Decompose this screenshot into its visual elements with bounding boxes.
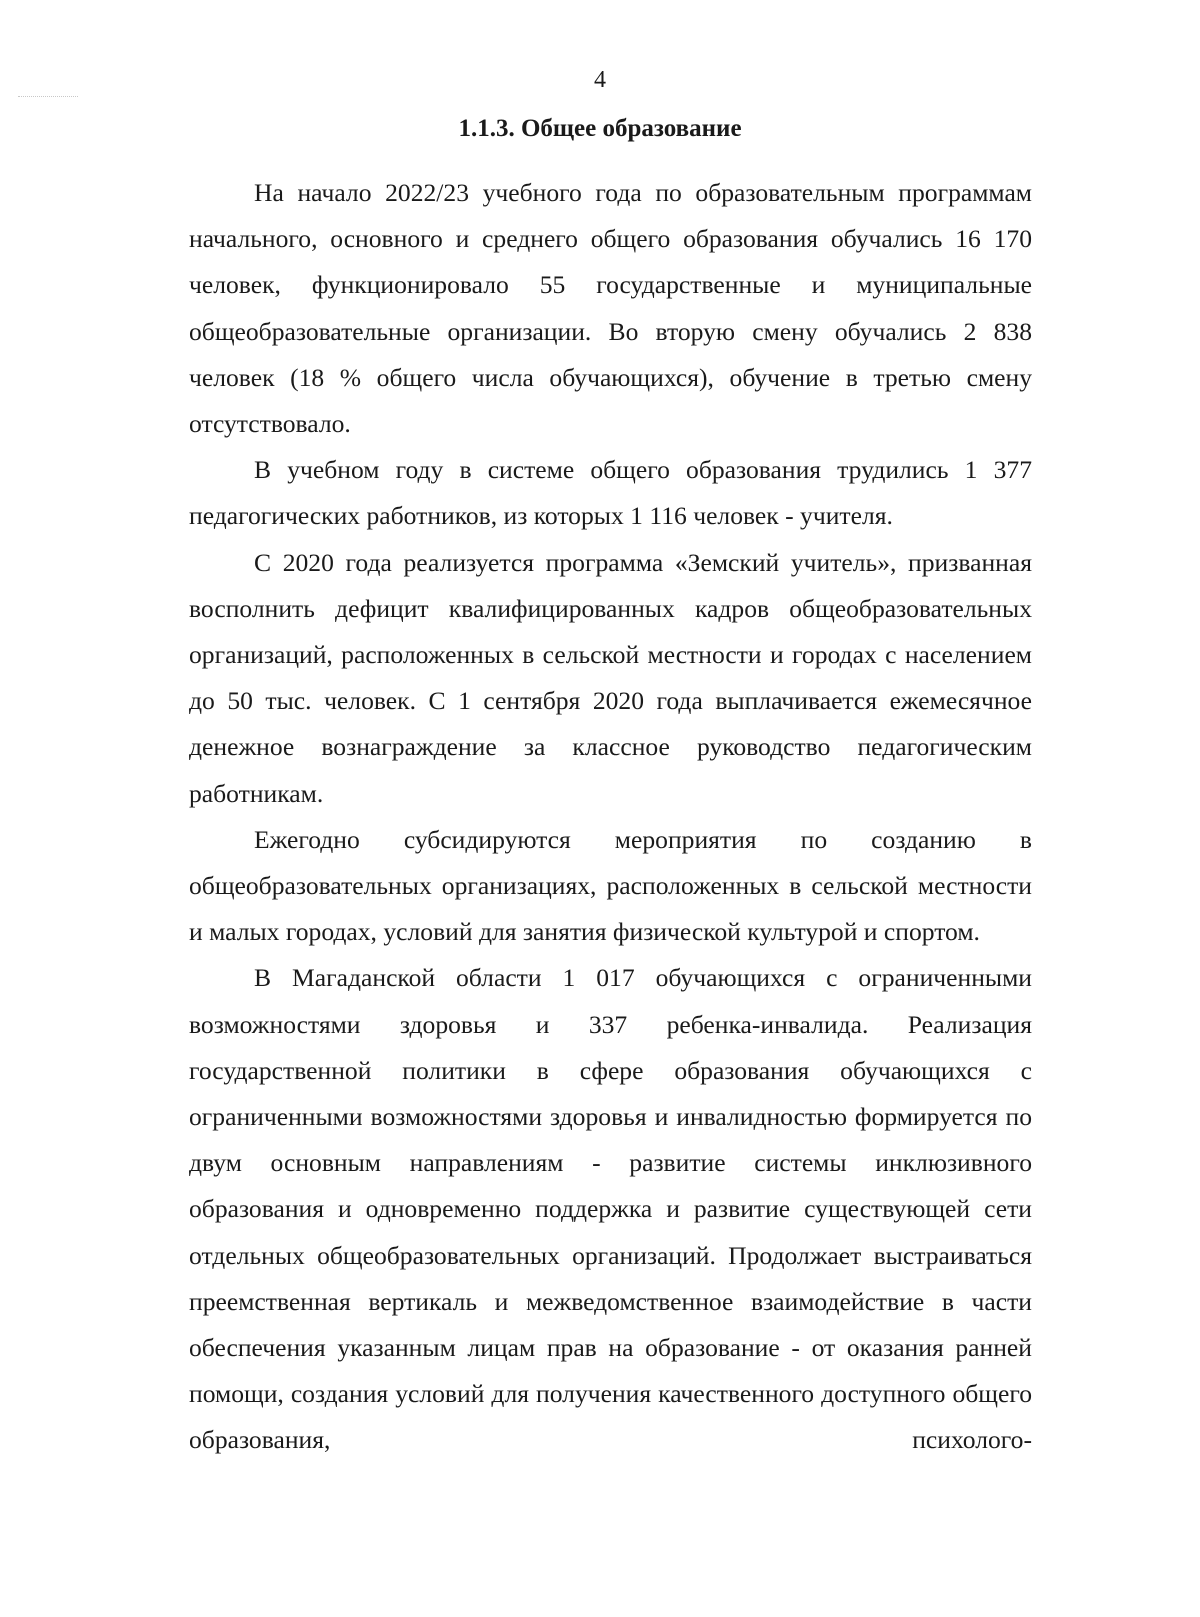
section-heading: 1.1.3. Общее образование <box>458 115 742 142</box>
body-text <box>189 170 1032 1464</box>
paragraph-teachers: В учебном году в системе общего образования трудились 1 377 педагогических работников, из которых 1 116 человек - учителя. <box>189 455 1032 531</box>
page-number: 4 <box>594 67 606 93</box>
paragraph-subsidies: Ежегодно субсидируются мероприятия по созданию в общеобразовательных организациях, расположенных в сельской местности и малых городах, условий для занятия физической культурой и спортом. <box>189 824 1032 947</box>
paragraph-zemsky-teacher: С 2020 года реализуется программа «Земский учитель», призванная восполнить дефицит квалифицированных кадров общеобразовательных организаций, расположенных в сельской местности и городах с населением до 50 тыс. человек. С 1 сентября 2020 года выплачивается ежемесячное денежное вознаграждение за классное руководство педагогическим работникам. <box>189 547 1032 808</box>
paragraph-enrollment: На начало 2022/23 учебного года по образовательным программам начального, основного и среднего общего образования обучались 16 170 человек, функционировало 55 государственные и муниципальные общеобразовательные организации. Во вторую смену обучались 2 838 человек (18 % общего числа обучающихся), обучение в третью смену отсутствовало. <box>189 178 1032 439</box>
scan-artifact <box>18 96 78 99</box>
paragraph-disabilities: В Магаданской области 1 017 обучающихся с ограниченными возможностями здоровья и 337 ребенка-инвалида. Реализация государственной политики в сфере образования обучающихся с ограниченными возможностями здоровья и инвалидностью формируется по двум основным направлениям - развитие системы инклюзивного образования и одновременно поддержка и развитие существующей сети отдельных общеобразовательных организаций. Продолжает выстраиваться преемственная вертикаль и межведомственное взаимодействие в части обеспечения указанным лицам прав на образование - от оказания ранней помощи, создания условий для получения качественного доступного общего образования, психолого- <box>189 963 1032 1455</box>
